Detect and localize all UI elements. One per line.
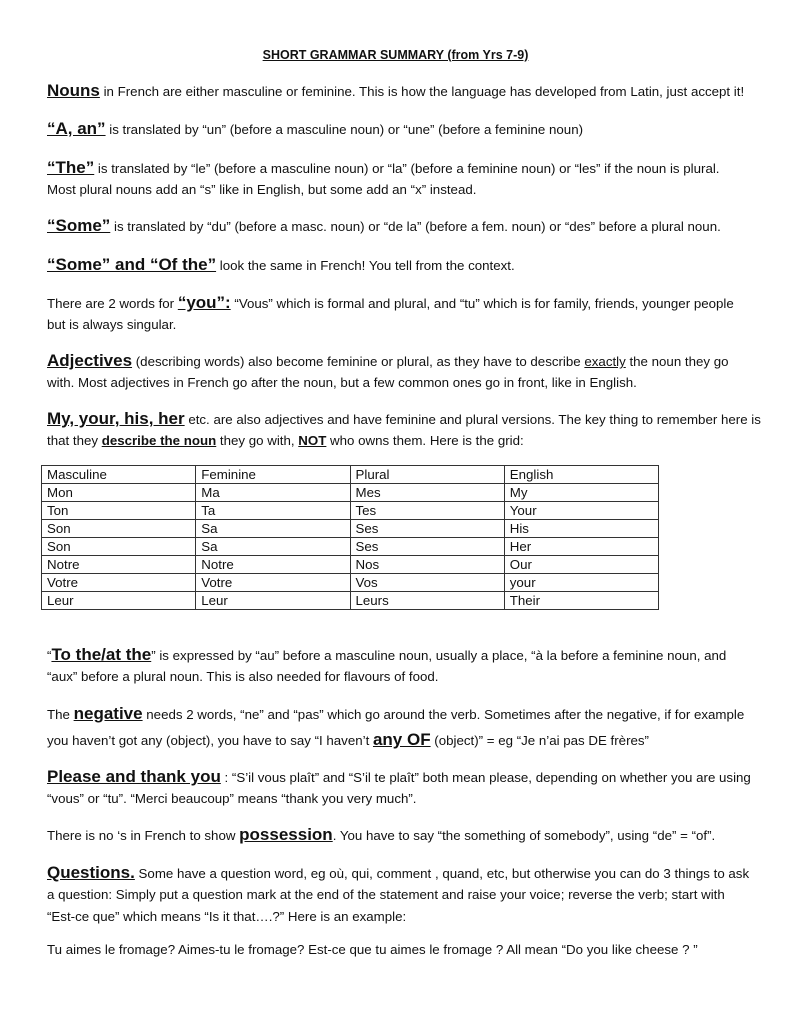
table-cell: your bbox=[504, 574, 658, 592]
questions-paragraph-line3: “Est-ce que” which means “Is it that….?” Here is an example: bbox=[47, 909, 407, 924]
example-sentence: Tu aimes le fromage? Aimes-tu le fromage? Est-ce que tu aimes le fromage ? All mean “Do you like cheese ? ” bbox=[47, 942, 698, 957]
table-cell: My bbox=[504, 484, 658, 502]
possessives-line2-mid: they go with, bbox=[216, 433, 299, 448]
table-cell: Votre bbox=[42, 574, 196, 592]
table-header-cell: English bbox=[504, 466, 658, 484]
the-paragraph-line2: Most plural nouns add an “s” like in English, but some add an “x” instead. bbox=[47, 182, 477, 197]
table-cell: Ta bbox=[196, 502, 350, 520]
you-text: “Vous” which is formal and plural, and “tu” which is for family, friends, younger people bbox=[230, 296, 734, 311]
table-row bbox=[42, 592, 659, 610]
possessives-text: etc. are also adjectives and have feminine and plural versions. The key thing to remember here is bbox=[184, 412, 761, 427]
adjectives-text2: the noun they go bbox=[625, 354, 729, 369]
table-cell: Nos bbox=[350, 556, 504, 574]
possession-paragraph bbox=[47, 824, 747, 847]
possession-term: possession bbox=[239, 825, 333, 844]
possessives-paragraph-line2 bbox=[47, 430, 747, 452]
table-cell: Leurs bbox=[350, 592, 504, 610]
you-paragraph bbox=[47, 292, 747, 315]
questions-term: Questions. bbox=[47, 863, 135, 882]
table-row bbox=[42, 520, 659, 538]
table-cell: His bbox=[504, 520, 658, 538]
some-text: is translated by “du” (before a masc. noun) or “de la” (before a fem. noun) or “des” before a plural noun. bbox=[110, 219, 721, 234]
table-header-cell: Feminine bbox=[196, 466, 350, 484]
negative-paragraph bbox=[47, 703, 747, 726]
possessives-line2-emph2: NOT bbox=[298, 433, 327, 448]
table-cell: Ton bbox=[42, 502, 196, 520]
table-row bbox=[42, 484, 659, 502]
table-cell: Leur bbox=[42, 592, 196, 610]
table-cell: Their bbox=[504, 592, 658, 610]
a-an-paragraph bbox=[47, 118, 747, 141]
negative-term: negative bbox=[73, 704, 143, 723]
table-cell: Your bbox=[504, 502, 658, 520]
table-cell: Votre bbox=[196, 574, 350, 592]
some-of-text: look the same in French! You tell from the context. bbox=[216, 258, 515, 273]
questions-text: Some have a question word, eg où, qui, comment , quand, etc, but otherwise you can do 3 things to ask bbox=[134, 866, 750, 881]
table-cell: Her bbox=[504, 538, 658, 556]
table-cell: Sa bbox=[196, 538, 350, 556]
to-the-paragraph bbox=[47, 644, 747, 667]
nouns-text: in French are either masculine or feminine. This is how the language has developed from Latin, just accept it! bbox=[99, 84, 745, 99]
table-row bbox=[42, 502, 659, 520]
table-cell: Ses bbox=[350, 520, 504, 538]
table-header-cell: Masculine bbox=[42, 466, 196, 484]
negative-line2-post: (object)” = eg “Je n’ai pas DE frères” bbox=[430, 733, 649, 748]
possessives-line2-post: who owns them. Here is the grid: bbox=[326, 433, 524, 448]
you-pre: There are 2 words for bbox=[47, 296, 178, 311]
you-paragraph-line2: but is always singular. bbox=[47, 317, 177, 332]
you-term: “you”: bbox=[177, 293, 231, 312]
please-term: Please and thank you bbox=[47, 767, 221, 786]
adjectives-text1: (describing words) also become feminine or plural, as they have to describe bbox=[132, 354, 585, 369]
questions-paragraph-line2: a question: Simply put a question mark at the end of the statement and raise your voice; reverse the verb; start with bbox=[47, 887, 725, 902]
table-cell: Our bbox=[504, 556, 658, 574]
some-paragraph bbox=[47, 215, 747, 238]
possession-text: . You have to say “the something of somebody”, using “de” = “of”. bbox=[332, 828, 716, 843]
table-row bbox=[42, 574, 659, 592]
table-cell: Sa bbox=[196, 520, 350, 538]
nouns-term: Nouns bbox=[47, 81, 100, 100]
table-header-row bbox=[42, 466, 659, 484]
to-the-term: To the/at the bbox=[51, 645, 152, 664]
table-cell: Leur bbox=[196, 592, 350, 610]
some-term: “Some” bbox=[47, 216, 111, 235]
the-term: “The” bbox=[47, 158, 95, 177]
negative-line2-term: any OF bbox=[372, 730, 431, 749]
negative-text: needs 2 words, “ne” and “pas” which go around the verb. Sometimes after the negative, if for example bbox=[142, 707, 745, 722]
table-cell: Son bbox=[42, 538, 196, 556]
table-cell: Mes bbox=[350, 484, 504, 502]
table-cell: Ses bbox=[350, 538, 504, 556]
possession-pre: There is no ‘s in French to show bbox=[47, 828, 240, 843]
adjectives-paragraph-line2: with. Most adjectives in French go after the noun, but a few common ones go in front, like in English. bbox=[47, 375, 637, 390]
possessives-line2-emph1: describe the noun bbox=[101, 433, 217, 448]
please-paragraph bbox=[47, 766, 751, 789]
adjectives-term: Adjectives bbox=[47, 351, 133, 370]
table-cell: Tes bbox=[350, 502, 504, 520]
a-an-text: is translated by “un” (before a masculine noun) or “une” (before a feminine noun) bbox=[105, 122, 584, 137]
the-paragraph bbox=[47, 157, 747, 180]
adjectives-emph: exactly bbox=[584, 354, 626, 369]
table-cell: Ma bbox=[196, 484, 350, 502]
possessives-line2-pre: that they bbox=[47, 433, 102, 448]
possessives-paragraph bbox=[47, 408, 761, 431]
page-title: SHORT GRAMMAR SUMMARY (from Yrs 7-9) bbox=[262, 48, 529, 62]
table-cell: Vos bbox=[350, 574, 504, 592]
negative-line2-pre: you haven’t got any (object), you have to say “I haven’t bbox=[47, 733, 373, 748]
some-of-term: “Some” and “Of the” bbox=[47, 255, 217, 274]
possessives-term: My, your, his, her bbox=[47, 409, 185, 428]
a-an-term: “A, an” bbox=[47, 119, 106, 138]
table-row bbox=[42, 556, 659, 574]
please-text: : “S’il vous plaît” and “S’il te plaît” both mean please, depending on whether you are using bbox=[220, 770, 751, 785]
table-row bbox=[42, 538, 659, 556]
to-the-text: ” is expressed by “au” before a masculine noun, usually a place, “à la before a feminine noun, and bbox=[151, 648, 727, 663]
negative-paragraph-line2 bbox=[47, 729, 747, 752]
possessive-adjectives-table bbox=[41, 465, 659, 610]
table-header-cell: Plural bbox=[350, 466, 504, 484]
table-cell: Mon bbox=[42, 484, 196, 502]
table-cell: Son bbox=[42, 520, 196, 538]
please-paragraph-line2: “vous” or “tu”. “Merci beaucoup” means “thank you very much”. bbox=[47, 791, 417, 806]
table-cell: Notre bbox=[42, 556, 196, 574]
some-of-paragraph bbox=[47, 254, 747, 277]
table-cell: Notre bbox=[196, 556, 350, 574]
nouns-paragraph bbox=[47, 80, 747, 103]
questions-paragraph bbox=[47, 862, 750, 885]
to-the-pre: “ bbox=[47, 648, 52, 663]
adjectives-paragraph bbox=[47, 350, 747, 373]
the-text: is translated by “le” (before a masculine noun) or “la” (before a feminine noun) or “les” if the noun is plural. bbox=[94, 161, 720, 176]
negative-pre: The bbox=[47, 707, 74, 722]
to-the-paragraph-line2: “aux” before a plural noun. This is also needed for flavours of food. bbox=[47, 669, 439, 684]
